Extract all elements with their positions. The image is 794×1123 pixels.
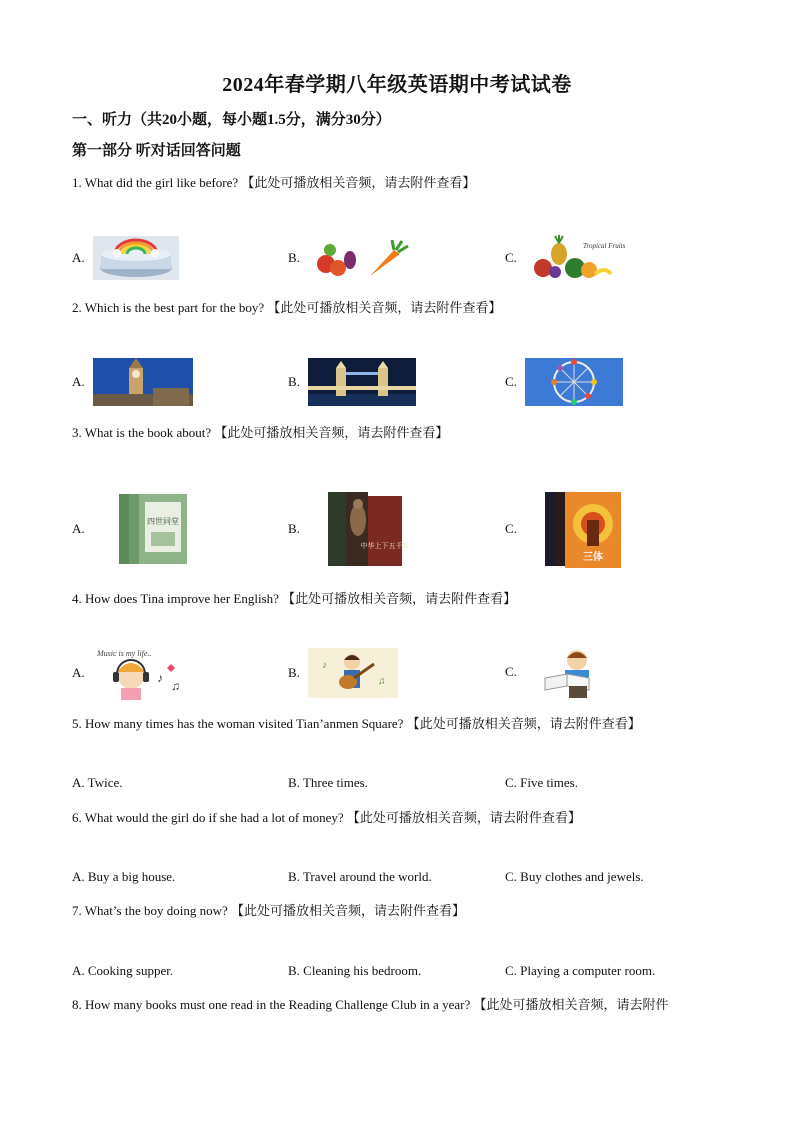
option-text: Buy clothes and jewels. <box>520 869 644 884</box>
option-6a[interactable] <box>72 869 175 885</box>
option-letter: C. <box>505 250 517 265</box>
vegetables-image <box>308 236 412 280</box>
option-1c[interactable] <box>505 236 626 280</box>
option-2b[interactable] <box>288 358 416 406</box>
option-letter: A. <box>72 963 85 978</box>
question-7: 7. What’s the boy doing now? 【此处可播放相关音频，请去附件查看】 <box>72 903 465 918</box>
option-4b[interactable] <box>288 648 398 698</box>
option-text: Travel around the world. <box>302 869 432 884</box>
girl-music-image <box>93 646 193 700</box>
page-title: 2024年春学期八年级英语期中考试试卷 <box>222 74 572 96</box>
ferris-wheel-image <box>525 358 623 406</box>
option-letter: B. <box>288 869 300 884</box>
option-3a[interactable] <box>72 492 189 566</box>
option-letter: A. <box>72 250 85 265</box>
cake-image <box>93 236 179 280</box>
big-ben-image <box>93 358 193 406</box>
question-8: 8. How many books must one read in the Reading Challenge Club in a year? 【此处可播放相关音频，请去附件 <box>72 997 669 1012</box>
book-a-title: 四世同堂 <box>146 517 179 526</box>
option-7a[interactable] <box>72 963 173 979</box>
sci-fi-book-set-image <box>525 490 621 568</box>
option-letter: B. <box>288 665 300 680</box>
option-letter: B. <box>288 374 300 389</box>
option-letter: B. <box>288 521 300 536</box>
question-4: 4. How does Tina improve her English? 【此处可播放相关音频，请去附件查看】 <box>72 591 517 606</box>
option-3b[interactable] <box>288 490 410 568</box>
option-letter: B. <box>288 775 300 790</box>
option-7c[interactable] <box>505 963 655 979</box>
option-2c[interactable] <box>505 358 623 406</box>
history-book-set-image <box>308 490 410 568</box>
svg-text:♪: ♪ <box>156 671 163 685</box>
option-letter: B. <box>288 250 300 265</box>
fruits-image-caption: Tropical Fruits <box>582 242 626 250</box>
fruits-image <box>525 236 626 280</box>
option-5c[interactable] <box>505 775 578 791</box>
book-b-title: 中华上下五千年 <box>360 542 410 550</box>
option-letter: C. <box>505 775 517 790</box>
option-letter: A. <box>72 374 85 389</box>
option-text: Cooking supper. <box>87 963 174 978</box>
option-letter: A. <box>72 665 85 680</box>
option-5a[interactable] <box>72 775 122 791</box>
question-1: 1. What did the girl like before? 【此处可播放相关音频，请去附件查看】 <box>72 175 476 190</box>
svg-text:♫: ♫ <box>170 679 180 693</box>
option-letter: B. <box>288 963 300 978</box>
book-c-title: 三体 <box>582 552 603 563</box>
question-3: 3. What is the book about? 【此处可播放相关音频，请去附件查看】 <box>72 425 449 440</box>
option-letter: C. <box>505 869 517 884</box>
question-5: 5. How many times has the woman visited Tian’anmen Square? 【此处可播放相关音频，请去附件查看】 <box>72 716 641 731</box>
option-4c[interactable] <box>505 646 615 698</box>
option-text: Five times. <box>520 775 578 790</box>
option-3c[interactable] <box>505 490 621 568</box>
green-book-set-image <box>93 492 189 566</box>
option-letter: C. <box>505 664 517 679</box>
svg-text:♫: ♫ <box>377 676 386 687</box>
option-letter: A. <box>72 775 85 790</box>
option-7b[interactable] <box>288 963 421 979</box>
option-text: Cleaning his bedroom. <box>303 963 422 978</box>
part-heading: 第一部分 听对话回答问题 <box>72 143 241 159</box>
boy-reading-image <box>525 646 615 698</box>
option-letter: A. <box>72 521 85 536</box>
section-heading-listening: 一、听力（共20小题，每小题1.5分，满分30分） <box>72 112 391 128</box>
music-caption: Music is my life.. <box>96 649 152 658</box>
option-text: Twice. <box>87 775 123 790</box>
option-text: Playing a computer room. <box>520 963 656 978</box>
option-1a[interactable] <box>72 236 179 280</box>
option-letter: C. <box>505 374 517 389</box>
question-2: 2. Which is the best part for the boy? 【此处可播放相关音频，请去附件查看】 <box>72 300 502 315</box>
option-text: Buy a big house. <box>87 869 176 884</box>
option-text: Three times. <box>302 775 368 790</box>
tower-bridge-image <box>308 358 416 406</box>
question-6: 6. What would the girl do if she had a lot of money? 【此处可播放相关音频，请去附件查看】 <box>72 810 581 825</box>
option-6b[interactable] <box>288 869 432 885</box>
option-letter: C. <box>505 963 517 978</box>
option-2a[interactable] <box>72 358 193 406</box>
option-6c[interactable] <box>505 869 644 885</box>
option-5b[interactable] <box>288 775 368 791</box>
option-letter: C. <box>505 521 517 536</box>
svg-text:♪: ♪ <box>321 660 327 671</box>
option-1b[interactable] <box>288 236 412 280</box>
boy-guitar-image <box>308 648 398 698</box>
option-letter: A. <box>72 869 85 884</box>
option-4a[interactable] <box>72 646 193 700</box>
